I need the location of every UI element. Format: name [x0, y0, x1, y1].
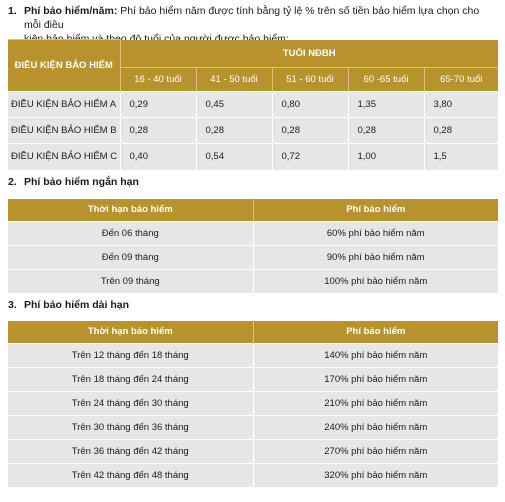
rate-cell: 0,45: [196, 92, 272, 118]
table-row: [8, 391, 498, 415]
age-column-header: 41 - 50 tuổi: [196, 68, 272, 92]
rate-cell: 0,72: [272, 144, 348, 170]
table-row: [8, 144, 498, 170]
premium-cell: 140% phí bảo hiểm năm: [253, 343, 498, 367]
age-group-header: TUỔI NĐBH: [120, 40, 498, 68]
table-row: [8, 343, 498, 367]
table-row: [8, 439, 498, 463]
term-cell: Trên 24 tháng đến 30 tháng: [8, 391, 253, 415]
age-column-header: 60 -65 tuổi: [348, 68, 424, 92]
premium-cell: 210% phí bảo hiểm năm: [253, 391, 498, 415]
rate-cell: 3,80: [424, 92, 498, 118]
age-column-header: 65-70 tuổi: [424, 68, 498, 92]
row-label: ĐIỀU KIỆN BẢO HIỂM B: [8, 118, 120, 144]
table-row: [8, 221, 498, 245]
section-1-title: Phí bảo hiểm/năm:: [24, 5, 118, 17]
rate-cell: 0,28: [196, 118, 272, 144]
table-row: [8, 92, 498, 118]
rate-cell: 0,80: [272, 92, 348, 118]
section-2-title: Phí bảo hiểm ngắn hạn: [24, 176, 139, 188]
premium-column-header: Phí bảo hiểm: [253, 321, 498, 343]
premium-column-header: Phí bảo hiểm: [253, 199, 498, 221]
section-1-text-line-1: Phí bảo hiểm năm được tính bằng tỷ lệ % trên số tiền bảo hiểm lựa chọn cho mỗi điều: [24, 5, 480, 31]
rate-cell: 0,28: [120, 118, 196, 144]
section-3-number: 3.: [8, 299, 17, 311]
long-term-table: [8, 321, 498, 487]
rate-cell: 0,28: [424, 118, 498, 144]
rate-cell: 1,5: [424, 144, 498, 170]
table-row: [8, 269, 498, 293]
row-label: ĐIỀU KIỆN BẢO HIỂM A: [8, 92, 120, 118]
table-row: [8, 463, 498, 487]
short-term-table: [8, 199, 498, 293]
corner-header: ĐIỀU KIỆN BẢO HIỂM: [8, 40, 120, 92]
rate-cell: 0,40: [120, 144, 196, 170]
term-cell: Trên 36 tháng đến 42 tháng: [8, 439, 253, 463]
term-cell: Trên 12 tháng đến 18 tháng: [8, 343, 253, 367]
age-column-header: 16 - 40 tuổi: [120, 68, 196, 92]
rate-cell: 0,28: [348, 118, 424, 144]
table-row: [8, 245, 498, 269]
term-cell: Trên 09 tháng: [8, 269, 253, 293]
premium-cell: 270% phí bảo hiểm năm: [253, 439, 498, 463]
rate-cell: 0,29: [120, 92, 196, 118]
term-cell: Đến 09 tháng: [8, 245, 253, 269]
table-row: [8, 367, 498, 391]
term-column-header: Thời hạn bảo hiểm: [8, 321, 253, 343]
premium-cell: 90% phí bảo hiểm năm: [253, 245, 498, 269]
section-3-title: Phí bảo hiểm dài hạn: [24, 299, 130, 311]
premium-cell: 60% phí bảo hiểm năm: [253, 221, 498, 245]
table-row: [8, 415, 498, 439]
term-cell: Trên 18 tháng đến 24 tháng: [8, 367, 253, 391]
section-2-number: 2.: [8, 176, 17, 188]
rate-cell: 1,00: [348, 144, 424, 170]
term-cell: Đến 06 tháng: [8, 221, 253, 245]
premium-cell: 170% phí bảo hiểm năm: [253, 367, 498, 391]
row-label: ĐIỀU KIỆN BẢO HIỂM C: [8, 144, 120, 170]
rate-cell: 1,35: [348, 92, 424, 118]
premium-cell: 240% phí bảo hiểm năm: [253, 415, 498, 439]
rate-cell: 0,54: [196, 144, 272, 170]
age-column-header: 51 - 60 tuổi: [272, 68, 348, 92]
term-cell: Trên 30 tháng đến 36 tháng: [8, 415, 253, 439]
section-1-number: 1.: [8, 5, 17, 17]
term-column-header: Thời hạn bảo hiểm: [8, 199, 253, 221]
term-cell: Trên 42 tháng đến 48 tháng: [8, 463, 253, 487]
table-row: [8, 118, 498, 144]
premium-cell: 100% phí bảo hiểm năm: [253, 269, 498, 293]
premium-rate-table: [8, 39, 498, 170]
rate-cell: 0,28: [272, 118, 348, 144]
premium-cell: 320% phí bảo hiểm năm: [253, 463, 498, 487]
